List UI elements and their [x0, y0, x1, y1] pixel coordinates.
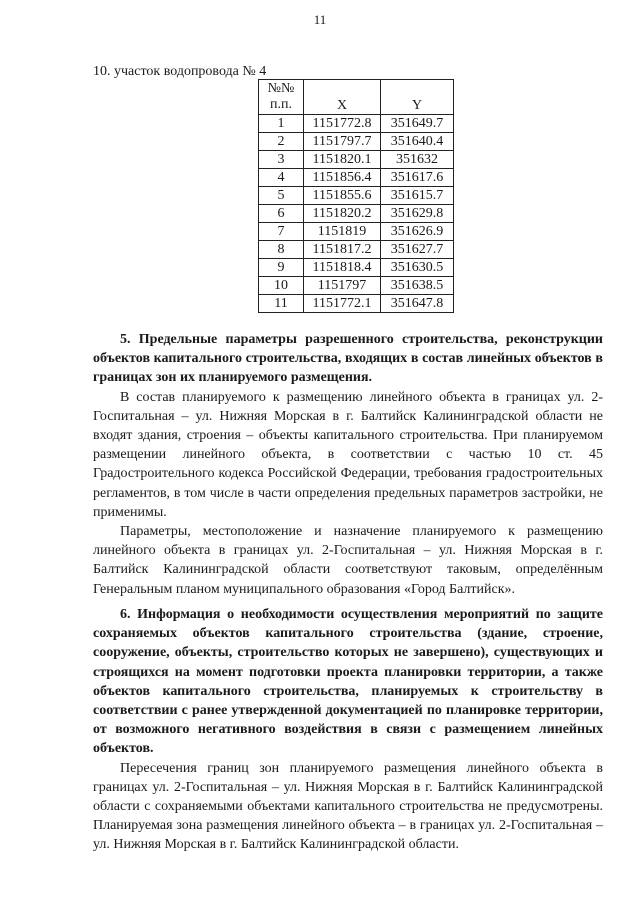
table-row [259, 295, 454, 313]
cell-x: 1151820.1 [304, 151, 381, 169]
table-header-row [259, 80, 454, 115]
coordinates-table [258, 79, 454, 313]
cell-y: 351649.7 [381, 115, 454, 133]
section-10-title: 10. участок водопровода № 4 [93, 64, 267, 79]
header-y: Y [381, 80, 454, 115]
section-5-paragraph-1: В состав планируемого к размещению линейного объекта в границах ул. 2-Госпитальная – ул. Нижняя Морская в г. Балтийск Калининградской области не входят здания, строения – объекты капитального строительства. При планируемом размещении линейного объекта, в соответствии с частью 10 ст. 45 Градостроительного кодекса Российской Федерации, требования градостроительных регламентов, в том числе в части определения предельных параметров застройки, не применимы. [93, 389, 603, 520]
section-6 [93, 605, 603, 855]
cell-y: 351647.8 [381, 295, 454, 313]
table-row [259, 151, 454, 169]
cell-x: 1151797 [304, 277, 381, 295]
cell-number: 5 [259, 187, 304, 205]
cell-number: 2 [259, 133, 304, 151]
table-row [259, 259, 454, 277]
table-body [259, 115, 454, 313]
table-row [259, 133, 454, 151]
cell-x: 1151817.2 [304, 241, 381, 259]
table-row [259, 187, 454, 205]
cell-number: 1 [259, 115, 304, 133]
cell-number: 10 [259, 277, 304, 295]
cell-number: 7 [259, 223, 304, 241]
header-number-line1: №№ [267, 81, 295, 96]
cell-y: 351615.7 [381, 187, 454, 205]
cell-number: 9 [259, 259, 304, 277]
header-number-line2: п.п. [270, 97, 292, 112]
cell-number: 6 [259, 205, 304, 223]
cell-y: 351627.7 [381, 241, 454, 259]
section-5-paragraph-2: Параметры, местоположение и назначение планируемого к размещению линейного объекта в границах ул. 2-Госпитальная – ул. Нижняя Морская в г. Балтийск Калининградской области соответствуют таковым, определённым Генеральным планом муниципального образования «Город Балтийск». [93, 524, 603, 597]
table-row [259, 241, 454, 259]
table-row [259, 205, 454, 223]
cell-y: 351626.9 [381, 223, 454, 241]
cell-x: 1151818.4 [304, 259, 381, 277]
section-6-paragraph-1: Пересечения границ зон планируемого размещения линейного объекта в границах ул. 2-Госпитальная – ул. Нижняя Морская в г. Балтийск Калининградской области с сохраняемыми объектами капитального строительства не предусмотрены. Планируемая зона размещения линейного объекта – в границах ул. 2-Госпитальная – ул. Нижняя Морская в г. Балтийск Калининградской области. [93, 760, 603, 853]
section-6-heading: 6. Информация о необходимости осуществления мероприятий по защите сохраняемых объектов капитального строительства (здание, строение, сооружение, объекты, строительство которых не завершено), существующих и строящихся на момент подготовки проекта планировки территории, а также объектов капитального строительства, планируемых к строительству в соответствии с ранее утвержденной документацией по планировке территории, от возможного негативного воздействия в связи с размещением линейных объектов. [93, 607, 603, 757]
cell-y: 351630.5 [381, 259, 454, 277]
section-5 [93, 330, 603, 599]
table-row [259, 223, 454, 241]
cell-number: 4 [259, 169, 304, 187]
cell-y: 351629.8 [381, 205, 454, 223]
cell-y: 351632 [381, 151, 454, 169]
cell-x: 1151772.8 [304, 115, 381, 133]
header-x: X [304, 80, 381, 115]
cell-number: 3 [259, 151, 304, 169]
table-row [259, 115, 454, 133]
cell-x: 1151856.4 [304, 169, 381, 187]
cell-y: 351617.6 [381, 169, 454, 187]
cell-x: 1151819 [304, 223, 381, 241]
cell-x: 1151797.7 [304, 133, 381, 151]
header-number [259, 80, 304, 115]
cell-x: 1151855.6 [304, 187, 381, 205]
table-row [259, 169, 454, 187]
section-5-heading: 5. Предельные параметры разрешенного строительства, реконструкции объектов капитального строительства, входящих в состав линейных объектов в границах зон их планируемого размещения. [93, 332, 603, 386]
table-row [259, 277, 454, 295]
cell-x: 1151820.2 [304, 205, 381, 223]
cell-x: 1151772.1 [304, 295, 381, 313]
cell-y: 351638.5 [381, 277, 454, 295]
cell-number: 11 [259, 295, 304, 313]
page-number: 11 [313, 12, 327, 27]
cell-number: 8 [259, 241, 304, 259]
cell-y: 351640.4 [381, 133, 454, 151]
